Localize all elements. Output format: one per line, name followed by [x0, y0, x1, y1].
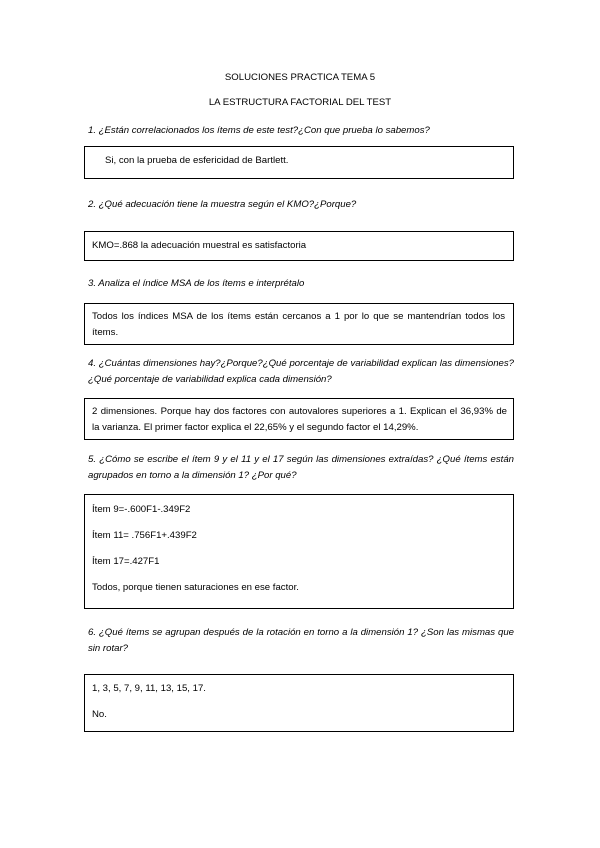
answer-5-line-3: Ítem 17=.427F1 [92, 556, 160, 567]
answer-box-6 [84, 674, 514, 732]
answer-5-line-2: Ítem 11= .756F1+.439F2 [92, 530, 197, 541]
answer-box-2 [84, 231, 514, 261]
question-4: 4. ¿Cuántas dimensiones hay?¿Porque?¿Qué porcentaje de variabilidad explican las dimensiones?¿Qué porcentaje de variabilidad explica cada dimensión? [88, 358, 514, 385]
answer-5-line-4: Todos, porque tienen saturaciones en ese factor. [92, 582, 299, 593]
answer-1-line-1: Si, con la prueba de esfericidad de Bartlett. [105, 155, 289, 166]
question-6: 6. ¿Qué ítems se agrupan después de la rotación en torno a la dimensión 1? ¿Son las mismas que sin rotar? [88, 627, 514, 654]
answer-box-1 [84, 146, 514, 179]
answer-3-text: Todos los índices MSA de los ítems están cercanos a 1 por lo que se mantendrían todos los ítems. [92, 311, 505, 338]
answer-4-text: 2 dimensiones. Porque hay dos factores con autovalores superiores a 1. Explican el 36,93% de la varianza. El primer factor explica el 22,65% y el segundo factor el 14,29%. [92, 406, 507, 433]
question-3: 3. Analiza el índice MSA de los ítems e interprétalo [88, 278, 305, 289]
question-1: 1. ¿Están correlacionados los ítems de este test?¿Con que prueba lo sabemos? [88, 125, 430, 136]
answer-5-line-1: Ítem 9=-.600F1-.349F2 [92, 504, 191, 515]
question-2: 2. ¿Qué adecuación tiene la muestra según el KMO?¿Porque? [88, 199, 357, 210]
question-5: 5. ¿Cómo se escribe el ítem 9 y el 11 y el 17 según las dimensiones extraídas? ¿Qué ítems están agrupados en torno a la dimensión 1? ¿Por qué? [88, 454, 514, 481]
answer-box-4 [84, 398, 514, 440]
answer-2-line-1: KMO=.868 la adecuación muestral es satisfactoria [92, 240, 307, 251]
answer-6-line-1: 1, 3, 5, 7, 9, 11, 13, 15, 17. [92, 683, 206, 694]
answer-box-3 [84, 303, 514, 345]
document-title: SOLUCIONES PRACTICA TEMA 5 [224, 72, 376, 83]
answer-6-line-2: No. [92, 709, 107, 720]
answer-box-5 [84, 494, 514, 609]
document-subtitle: LA ESTRUCTURA FACTORIAL DEL TEST [208, 97, 392, 108]
